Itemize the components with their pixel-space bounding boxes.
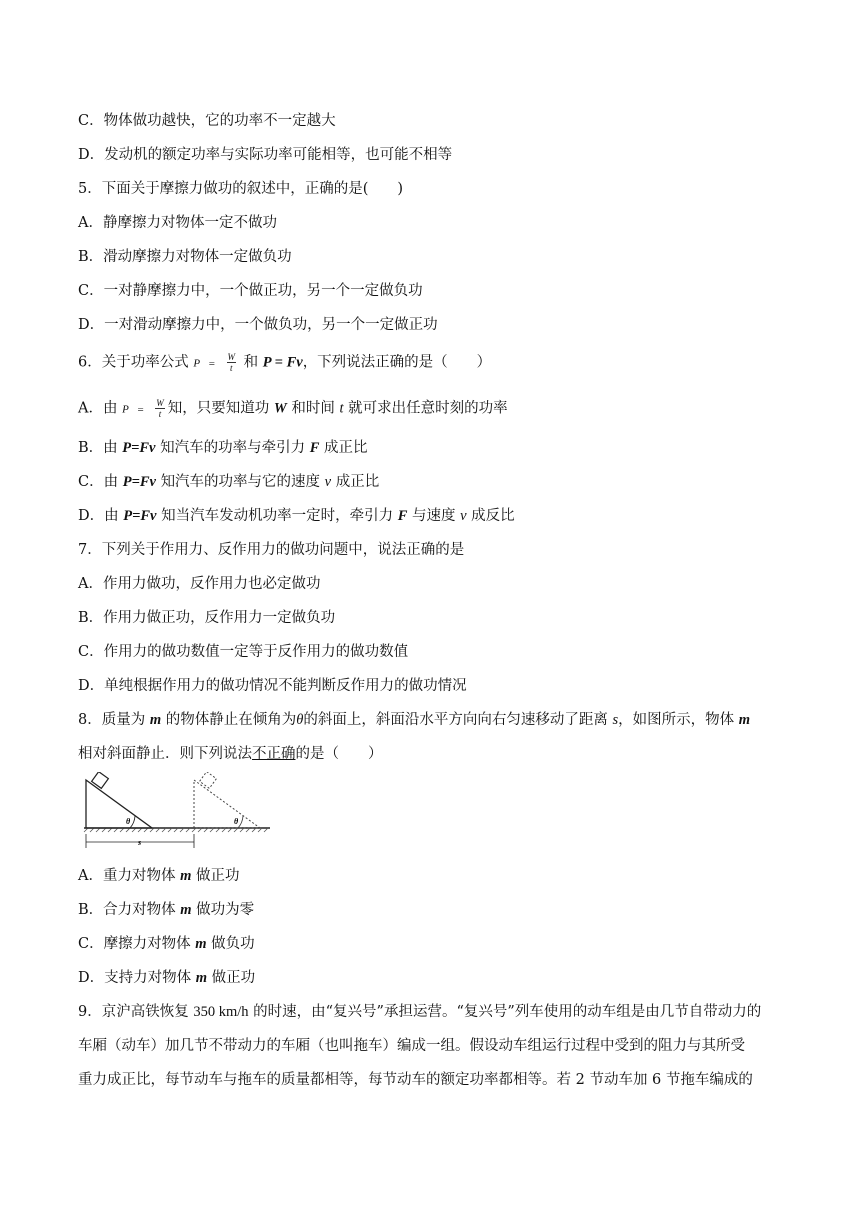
q7-stem: 7．下列关于作用力、反作用力的做功问题中，说法正确的是 [78,542,465,558]
q9-line1: 9．京沪高铁恢复 350 km/h 的时速，由“复兴号”承担运营。“复兴号”列车使用的动车组是由几节自带动力的 [78,1004,762,1020]
q7-option-c: C．作用力的做功数值一定等于反作用力的做功数值 [78,644,409,660]
q5-option-c: C．一对静摩擦力中，一个做正功，另一个一定做负功 [78,283,423,299]
theta-label-1: θ [126,817,131,826]
q9-line3: 重力成正比，每节动车与拖车的质量都相等，每节动车的额定功率都相等。若 2 节动车加 6 节拖车编成的 [78,1072,753,1088]
incline-moved [194,780,260,828]
q4-option-c: C．物体做功越快，它的功率不一定越大 [78,113,336,129]
q8-option-a: A．重力对物体 m 做正功 [78,868,240,884]
q8-incline-figure [78,772,278,872]
q6-stem: 6．关于功率公式 P = $\frac{W}{t}$ 和 P = Fv，下列说法正确的是（ ） [78,352,492,373]
q6-a-fraction: $\frac{W}{t}$ [156,398,164,419]
q4-option-d: D．发动机的额定功率与实际功率可能相等，也可能不相等 [78,147,453,163]
q8-option-d: D．支持力对物体 m 做正功 [78,970,256,986]
q9-line2: 车厢（动车）加几节不带动力的车厢（也叫拖车）编成一组。假设动车组运行过程中受到的阻力与其所受 [78,1038,745,1054]
q7-option-b: B．作用力做正功，反作用力一定做负功 [78,610,336,626]
q6-fraction: $\frac{W}{t}$ [227,352,236,373]
q8-underlined-text: 不正确 [252,746,296,762]
q7-option-a: A．作用力做功，反作用力也必定做功 [78,576,321,592]
block-moved [200,772,217,788]
q6-option-b: B．由 P=Fv 知汽车的功率与牵引力 F 成正比 [78,440,368,456]
q6-option-d: D．由 P=Fv 知当汽车发动机功率一定时，牵引力 F 与速度 v 成反比 [78,508,515,524]
q8-option-b: B．合力对物体 m 做功为零 [78,902,255,918]
q5-option-d: D．一对滑动摩擦力中，一个做负功，另一个一定做正功 [78,317,438,333]
distance-label: s [138,838,142,847]
q5-stem: 5．下面关于摩擦力做功的叙述中，正确的是( ) [78,181,404,197]
q8-stem-line1: 8．质量为 m 的物体静止在倾角为θ的斜面上，斜面沿水平方向向右匀速移动了距离 s，如图所示，物体 m [78,712,751,728]
q5-option-a: A．静摩擦力对物体一定不做功 [78,215,277,231]
incline-initial [86,780,152,828]
q8-option-c: C．摩擦力对物体 m 做负功 [78,936,255,952]
q8-stem-line2: 相对斜面静止．则下列说法不正确的是（ ） [78,746,383,762]
q6-option-a: A．由 P = $\frac{W}{t}$ 知，只要知道功 W 和时间 t 就可求出任意时刻的功率 [78,398,508,419]
q5-option-b: B．滑动摩擦力对物体一定做负功 [78,249,292,265]
q6-option-c: C．由 P=Fv 知汽车的功率与它的速度 v 成正比 [78,474,380,490]
q7-option-d: D．单纯根据作用力的做功情况不能判断反作用力的做功情况 [78,678,467,694]
theta-label-2: θ [234,817,239,826]
